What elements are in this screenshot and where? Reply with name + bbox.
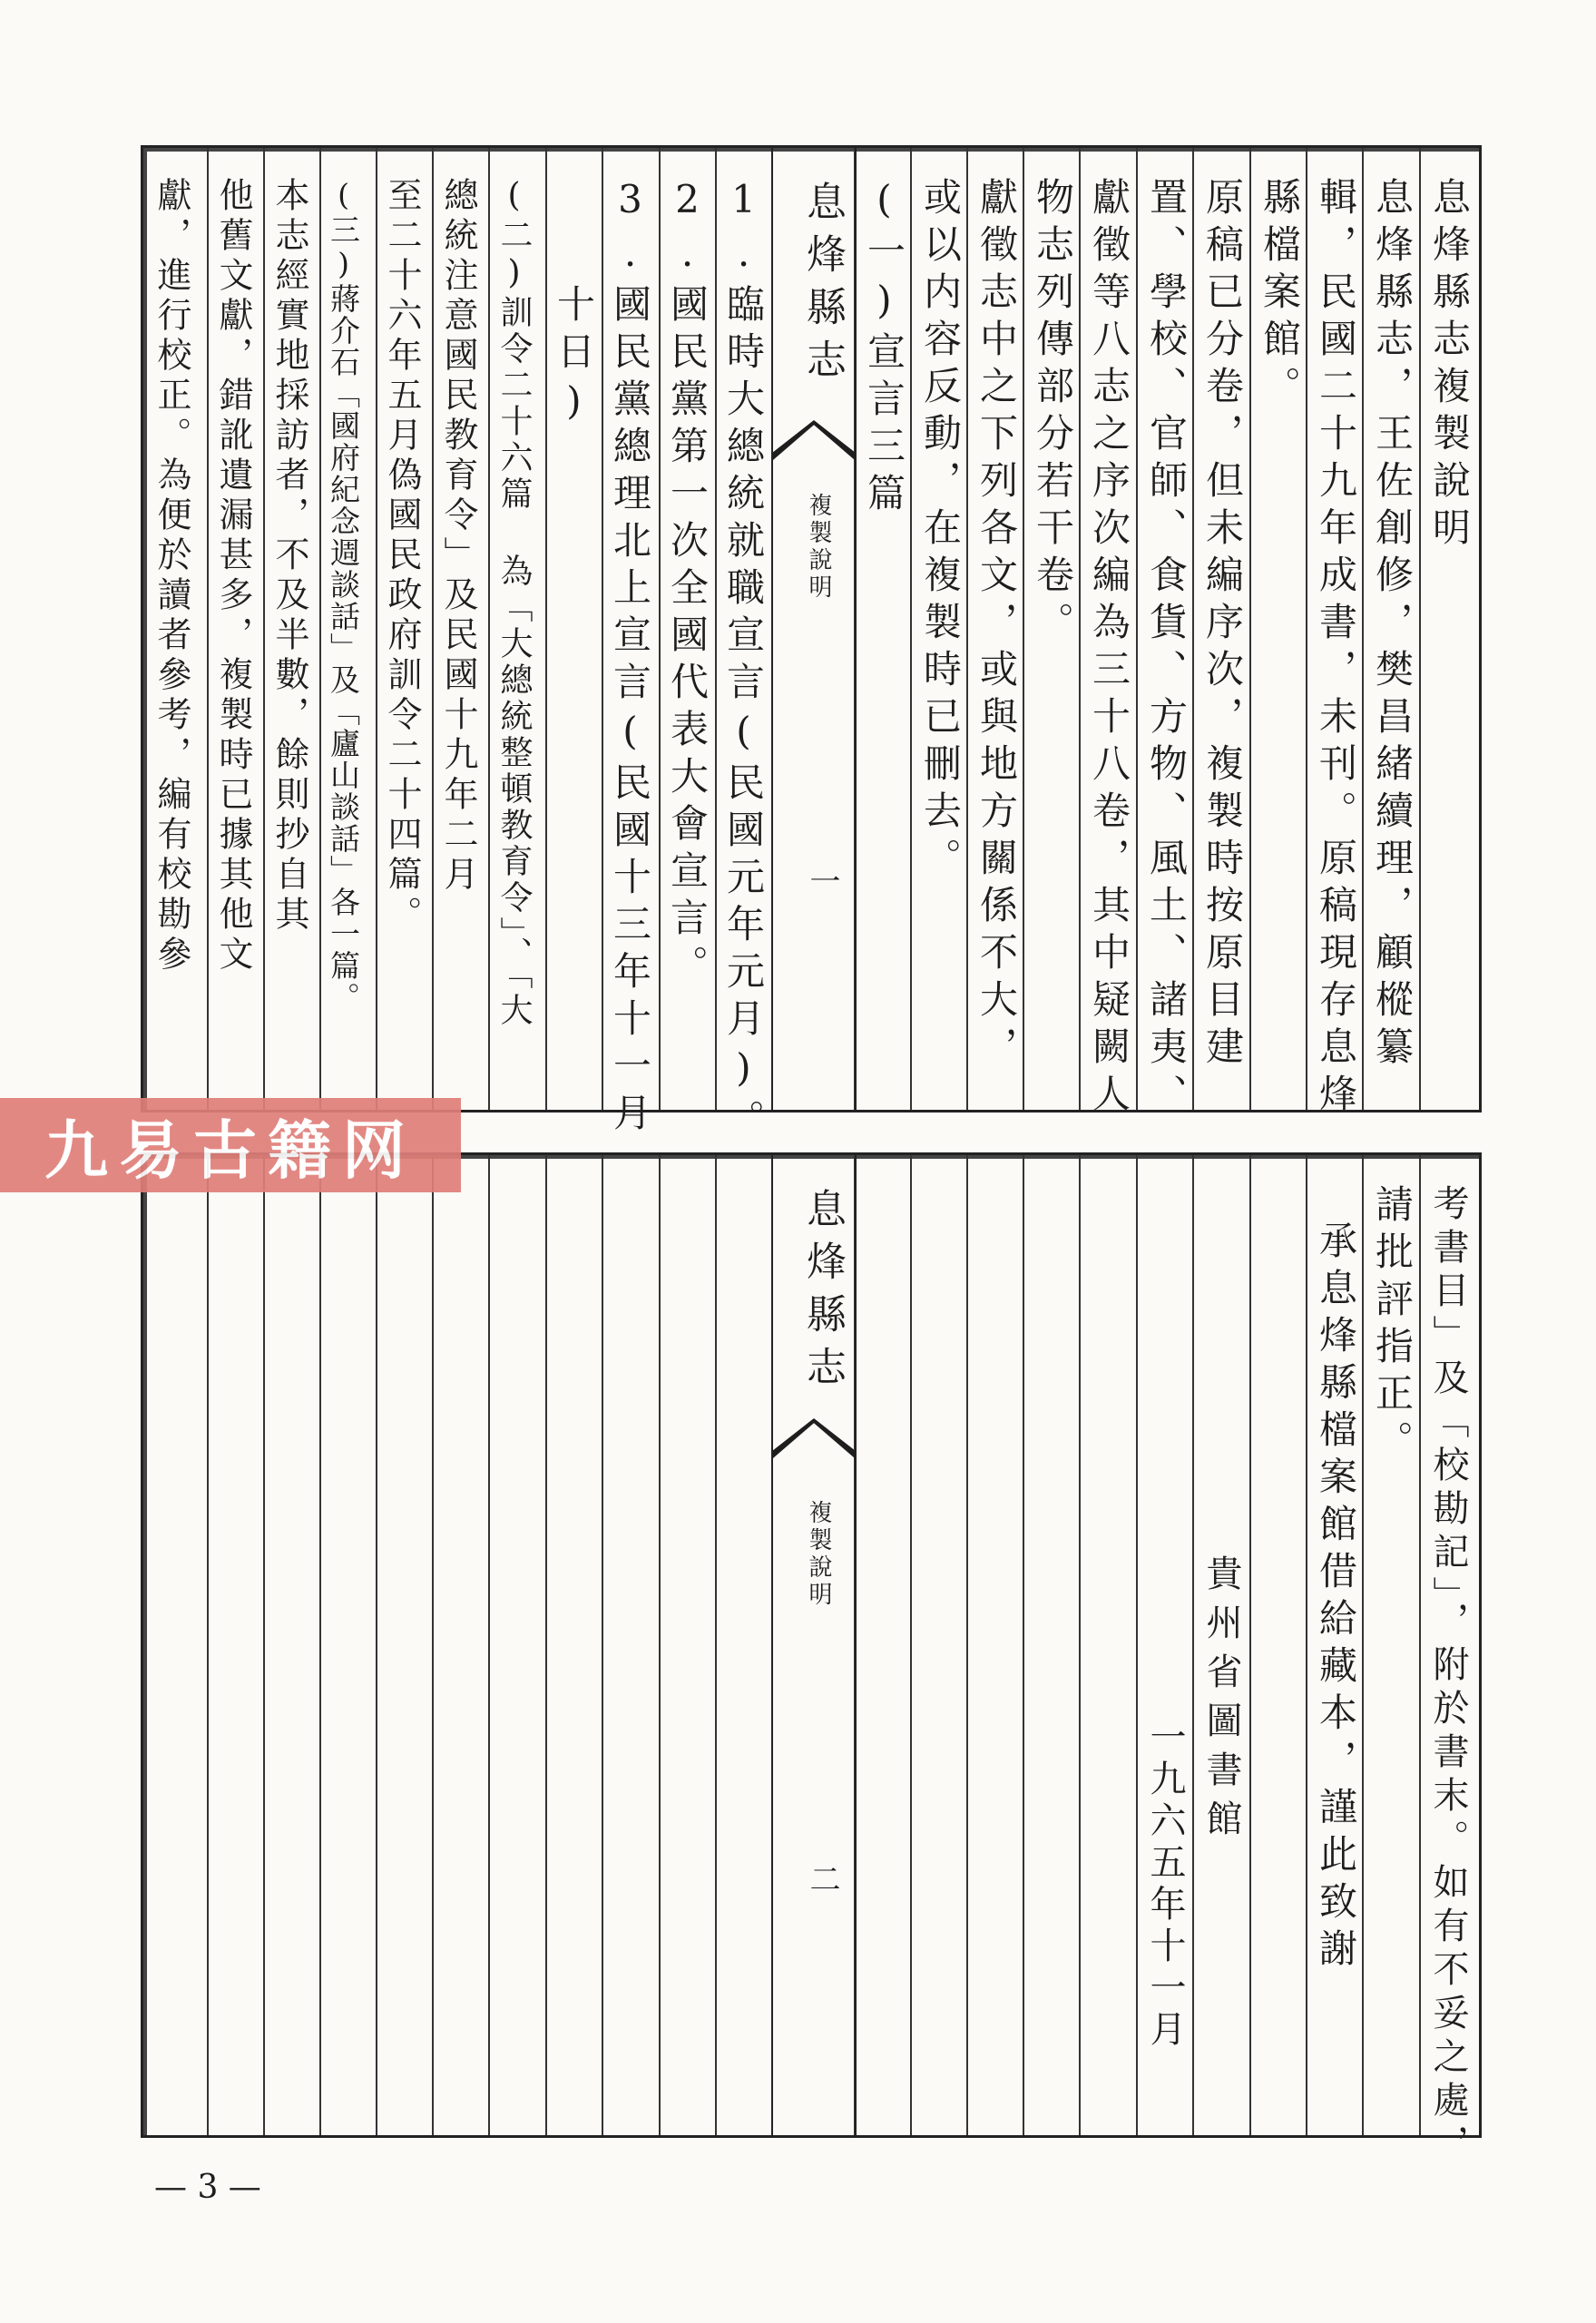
column <box>1136 148 1189 1121</box>
text-line: 置、學校、官師、食貨、方物、風土、諸夷、 <box>1144 177 1189 1121</box>
column <box>545 1155 547 2135</box>
column <box>545 148 596 1110</box>
column <box>432 1155 434 2135</box>
column <box>1192 1155 1242 2135</box>
column <box>659 148 710 1110</box>
watermark-logo: 九易古籍网 <box>0 1098 461 1192</box>
column <box>1023 148 1075 1110</box>
column <box>1362 148 1415 1110</box>
signature-line: 貴州省圖書館 <box>1200 1554 1242 1848</box>
text-line: 本志經實地採訪者，不及半數，餘則抄自其 <box>269 177 309 936</box>
text-line: 總統注意國民教育令」及民國十九年二月 <box>438 177 478 896</box>
fold-title: 息烽縣志 <box>799 1188 846 1398</box>
center-fold <box>771 1155 857 2135</box>
column <box>319 1155 321 2135</box>
text-line: 息烽縣志，王佐創修，樊昌緒續理，顧樅纂 <box>1370 177 1415 1073</box>
text-line: (一)宣言三篇 <box>862 177 906 520</box>
column <box>1249 1155 1251 2135</box>
column <box>488 148 533 1110</box>
text-line: 他舊文獻，錯訛遺漏甚多，複製時已據其他文 <box>213 177 253 975</box>
text-line: 縣檔案館。 <box>1258 177 1302 413</box>
column <box>1419 1155 1469 2168</box>
acknowledgement-line: 承息烽縣檔案館借給藏本，謹此致謝 <box>1314 1220 1358 1975</box>
column <box>1079 148 1131 1121</box>
column <box>1362 1155 1415 2135</box>
column <box>910 1155 912 2135</box>
column <box>207 1155 209 2135</box>
column <box>1249 148 1302 1110</box>
fold-section: 複製說明 <box>805 493 832 602</box>
text-line: (二)訓令二十六篇 為「大總統整頓教育令」、「大 <box>495 177 533 1029</box>
text-line: 獻徵志中之下列各文，或與地方關係不大， <box>974 177 1019 1073</box>
fold-title: 息烽縣志 <box>799 181 846 391</box>
column <box>376 1155 377 2135</box>
text-line: (三)蔣介石「國府紀念週談話」及「廬山談話」各一篇。 <box>326 177 361 1014</box>
column <box>319 148 361 1110</box>
text-line: 輯，民國二十九年成書，未刊。原稿現存息烽 <box>1314 177 1358 1121</box>
text-line: 3.國民黨總理北上宣言(民國十三年十一月 <box>608 177 652 1140</box>
column <box>715 148 766 1146</box>
fishtail-mark <box>773 1418 855 1458</box>
fold-page-number: 二 <box>804 1863 840 1894</box>
text-line: 2.國民黨第一次全國代表大會宣言。 <box>665 177 710 992</box>
text-line: 獻，進行校正。為便於讀者參考，編有校勘參 <box>152 177 191 975</box>
text-line: 物志列傳部分若干卷。 <box>1031 177 1075 649</box>
column <box>376 148 422 1110</box>
column <box>432 148 478 1110</box>
text-line: 十日) <box>552 284 596 432</box>
column <box>1306 148 1358 1121</box>
center-fold <box>771 148 857 1110</box>
column <box>1136 1155 1186 2135</box>
column <box>1079 1155 1081 2135</box>
text-line: 或以内容反動，在複製時已刪去。 <box>918 177 963 885</box>
text-line: 1.臨時大總統就職宣言(民國元年元月)。 <box>721 177 766 1146</box>
column <box>966 148 1019 1110</box>
text-line: 請批評指正。 <box>1370 1184 1415 1467</box>
column <box>207 148 253 1110</box>
column <box>263 148 309 1110</box>
column <box>966 1155 968 2135</box>
column <box>1306 1155 1358 2135</box>
column <box>263 1155 265 2135</box>
text-line: 至二十六年五月偽國民政府訓令二十四篇。 <box>382 177 422 936</box>
column <box>1419 148 1472 1110</box>
column <box>1192 148 1245 1110</box>
bottom-leaf <box>141 1152 1482 2168</box>
text-line: 原稿已分卷，但未編序次，複製時按原目建 <box>1200 177 1245 1073</box>
page-number: — 3 — <box>154 2169 261 2206</box>
leaf-title: 息烽縣志複製說明 <box>1427 177 1472 554</box>
column <box>1023 1155 1024 2135</box>
text-line: 考書目」及「校勘記」，附於書末。如有不妥之處， <box>1427 1184 1469 2168</box>
column <box>910 148 963 1110</box>
column <box>488 1155 490 2135</box>
fold-section: 複製說明 <box>805 1500 832 1609</box>
column <box>602 148 652 1140</box>
column <box>602 1155 603 2135</box>
fishtail-mark <box>773 420 855 460</box>
column <box>715 1155 717 2135</box>
text-line: 獻徵等八志之序次編為三十八卷，其中疑闕人 <box>1087 177 1131 1121</box>
top-leaf <box>141 145 1482 1146</box>
date-line: 一九六五年十一月 <box>1144 1718 1186 2052</box>
column <box>659 1155 661 2135</box>
fold-page-number: 一 <box>804 865 840 896</box>
